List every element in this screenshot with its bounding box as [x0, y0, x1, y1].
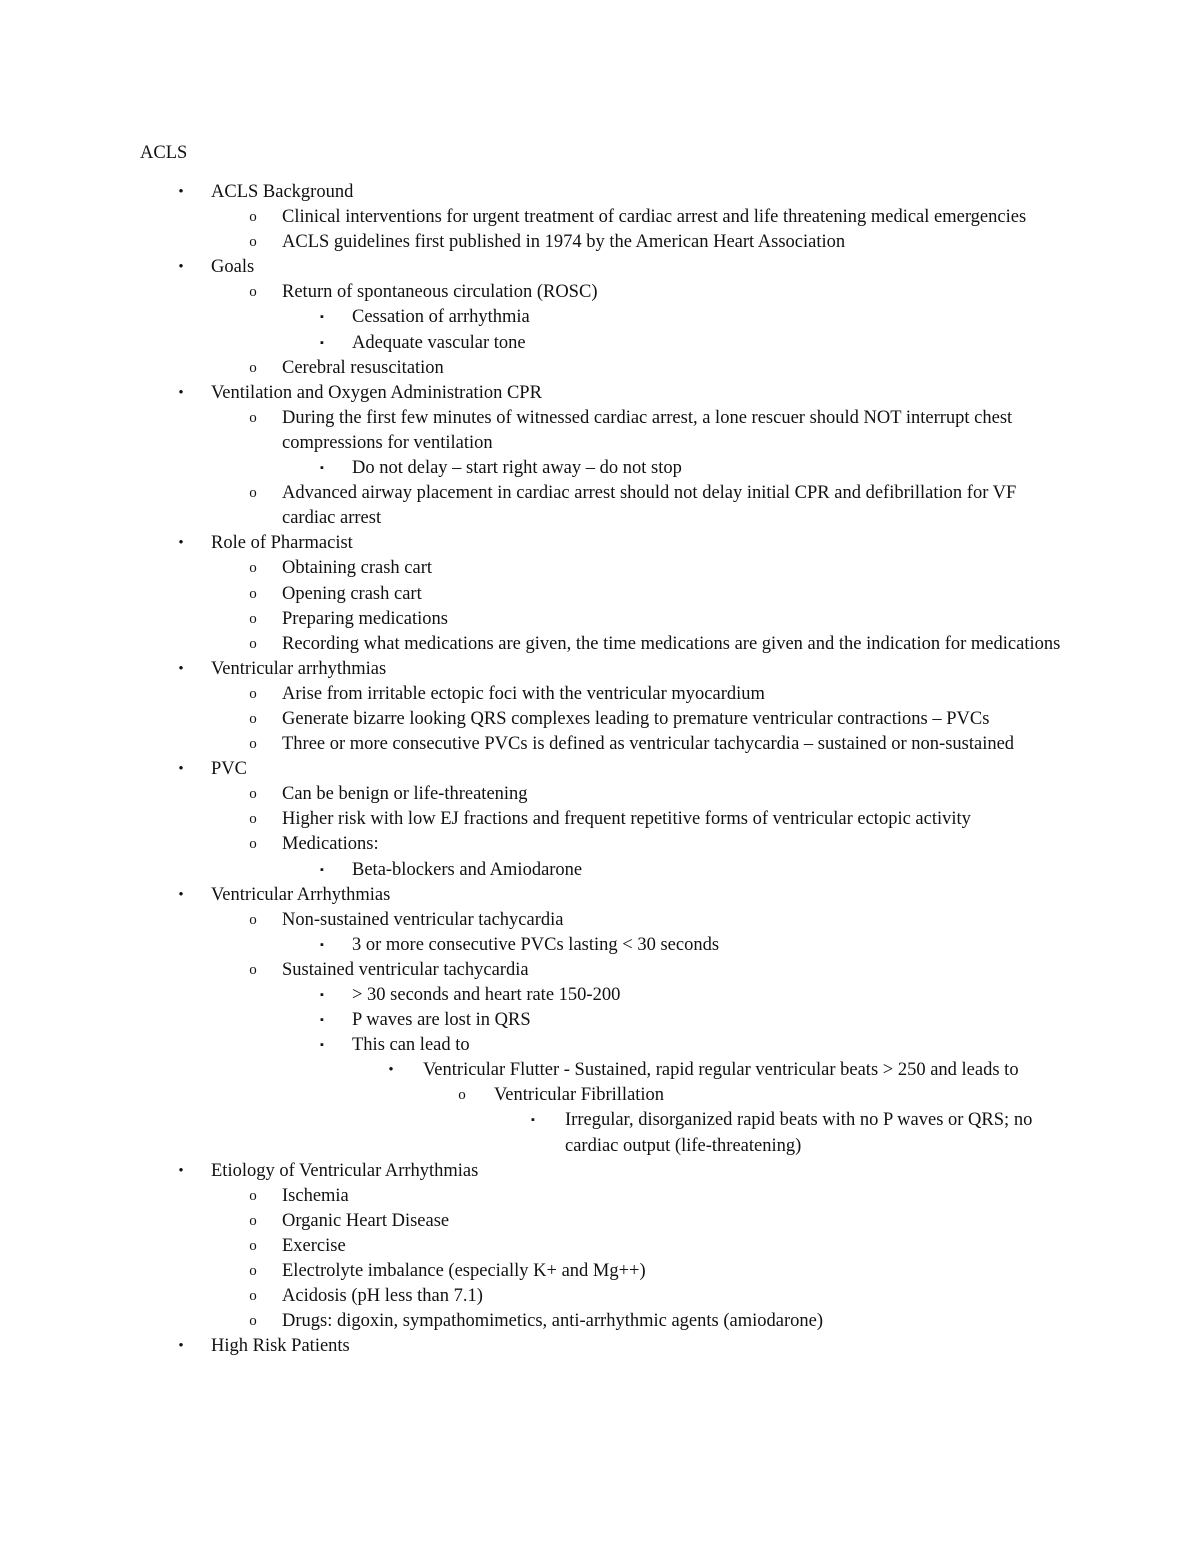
outline-item-level-4 [0, 1058, 1200, 1083]
bullet-marker: o [249, 1313, 257, 1330]
outline-item-text: Goals [211, 257, 255, 278]
outline-item-level-1 [0, 1159, 1200, 1184]
bullet-marker: o [249, 710, 257, 727]
outline-item-text: Opening crash cart [282, 583, 422, 604]
outline-item-level-2 [0, 908, 1200, 933]
outline-item-level-3 [0, 456, 1200, 481]
bullet-marker: o [249, 560, 257, 577]
outline-item-text: Acidosis (pH less than 7.1) [282, 1286, 483, 1307]
outline-item-text: > 30 seconds and heart rate 150-200 [352, 985, 621, 1005]
outline-item-level-6 [0, 1108, 1200, 1158]
outline-item-level-2 [0, 632, 1200, 657]
outline-item-level-2 [0, 1234, 1200, 1259]
bullet-marker: • [178, 384, 184, 401]
outline-item-level-3 [0, 1033, 1200, 1058]
outline-item-text: Irregular, disorganized rapid beats with no P waves or QRS; no cardiac output (life-threatening) [565, 1110, 1033, 1156]
outline-item-level-2 [0, 582, 1200, 607]
outline-item-level-2 [0, 280, 1200, 305]
outline-item-text: Non-sustained ventricular tachycardia [282, 909, 564, 930]
outline-item-text: Ventricular arrhythmias [211, 658, 387, 679]
bullet-marker: • [178, 660, 184, 677]
bullet-marker: o [458, 1087, 466, 1104]
outline-item-text: Ischemia [282, 1185, 349, 1206]
bullet-marker: ▪ [320, 311, 324, 324]
outline-item-level-1 [0, 180, 1200, 205]
outline-item-text: Ventilation and Oxygen Administration CPR [211, 382, 542, 403]
bullet-marker: o [249, 836, 257, 853]
bullet-marker: o [249, 635, 257, 652]
outline-item-level-2 [0, 1184, 1200, 1209]
bullet-marker: o [249, 786, 257, 803]
outline-item-text: Generate bizarre looking QRS complexes leading to premature ventricular contractions – PVCs [282, 708, 990, 729]
outline-item-level-2 [0, 732, 1200, 757]
outline-item-text: Cessation of arrhythmia [352, 307, 530, 328]
bullet-marker: • [178, 886, 184, 903]
outline-item-text: Three or more consecutive PVCs is defined as ventricular tachycardia – sustained or non-sustained [282, 734, 1015, 755]
outline-item-text: Recording what medications are given, the time medications are given and the indication for medications [282, 633, 1061, 654]
bullet-marker: ▪ [320, 863, 324, 876]
bullet-marker: o [249, 1288, 257, 1305]
outline-item-level-2 [0, 556, 1200, 581]
outline-item-level-1 [0, 531, 1200, 556]
outline-item-text: Arise from irritable ectopic foci with the ventricular myocardium [282, 683, 765, 704]
bullet-marker: o [249, 911, 257, 928]
bullet-marker: o [249, 610, 257, 627]
bullet-marker: o [249, 209, 257, 226]
outline-item-text: Can be benign or life-threatening [282, 784, 528, 805]
outline-item-level-1 [0, 381, 1200, 406]
outline-item-text: Role of Pharmacist [211, 533, 353, 554]
outline-item-text: Obtaining crash cart [282, 558, 432, 579]
bullet-marker: • [178, 535, 184, 552]
outline-item-text: Exercise [282, 1235, 346, 1256]
outline-item-level-2 [0, 1259, 1200, 1284]
outline-item-level-1 [0, 757, 1200, 782]
outline-item-level-2 [0, 707, 1200, 732]
outline-item-level-2 [0, 1309, 1200, 1334]
outline-item-level-3 [0, 331, 1200, 356]
outline-item-text: Higher risk with low EJ fractions and frequent repetitive forms of ventricular ectopic activity [282, 809, 971, 830]
bullet-marker: ▪ [320, 336, 324, 349]
outline-item-level-2 [0, 782, 1200, 807]
outline-item-text: During the first few minutes of witnessed cardiac arrest, a lone rescuer should NOT interrupt chest compressions for ventilation [282, 407, 1013, 453]
outline-item-level-1 [0, 657, 1200, 682]
bullet-marker: • [178, 259, 184, 276]
outline-item-level-2 [0, 205, 1200, 230]
bullet-outline [0, 180, 1200, 1359]
bullet-marker: • [178, 1338, 184, 1355]
bullet-marker: o [249, 485, 257, 502]
outline-item-level-2 [0, 1209, 1200, 1234]
outline-item-text: Clinical interventions for urgent treatment of cardiac arrest and life threatening medical emergencies [282, 207, 1027, 228]
outline-item-text: Organic Heart Disease [282, 1210, 450, 1231]
outline-item-level-5 [0, 1083, 1200, 1108]
outline-item-level-3 [0, 983, 1200, 1008]
outline-item-text: Return of spontaneous circulation (ROSC) [282, 282, 598, 303]
outline-item-text: ACLS Background [211, 182, 354, 202]
bullet-marker: ▪ [320, 1014, 324, 1027]
outline-item-level-1 [0, 255, 1200, 280]
outline-item-level-3 [0, 305, 1200, 330]
bullet-marker: ▪ [320, 1039, 324, 1052]
bullet-marker: o [249, 284, 257, 301]
bullet-marker: o [249, 234, 257, 251]
outline-item-level-2 [0, 230, 1200, 255]
bullet-marker: o [249, 585, 257, 602]
outline-item-level-2 [0, 481, 1200, 531]
bullet-marker: ▪ [531, 1114, 535, 1127]
outline-item-text: Electrolyte imbalance (especially K+ and Mg++) [282, 1261, 646, 1282]
bullet-marker: o [249, 409, 257, 426]
bullet-marker: o [249, 811, 257, 828]
bullet-marker: • [178, 184, 184, 200]
outline-item-text: Ventricular Fibrillation [494, 1085, 665, 1106]
outline-item-text: ACLS guidelines first published in 1974 by the American Heart Association [282, 232, 846, 253]
outline-item-text: 3 or more consecutive PVCs lasting < 30 seconds [352, 934, 720, 955]
bullet-marker: ▪ [320, 989, 324, 1001]
outline-item-level-2 [0, 807, 1200, 832]
outline-item-text: This can lead to [352, 1035, 470, 1056]
bullet-marker: • [178, 1162, 184, 1179]
outline-item-level-1 [0, 883, 1200, 908]
page-title: ACLS [140, 143, 188, 163]
outline-item-text: Sustained ventricular tachycardia [282, 959, 529, 980]
outline-item-level-2 [0, 832, 1200, 857]
outline-item-text: Ventricular Flutter - Sustained, rapid regular ventricular beats > 250 and leads to [423, 1060, 1019, 1081]
bullet-marker: o [249, 685, 257, 702]
outline-item-level-2 [0, 356, 1200, 381]
outline-item-text: Medications: [282, 834, 379, 855]
outline-item-level-3 [0, 933, 1200, 958]
outline-item-level-3 [0, 858, 1200, 883]
outline-item-text: High Risk Patients [211, 1336, 350, 1357]
outline-item-text: Drugs: digoxin, sympathomimetics, anti-arrhythmic agents (amiodarone) [282, 1311, 823, 1332]
outline-item-level-2 [0, 682, 1200, 707]
outline-item-text: Adequate vascular tone [352, 332, 526, 353]
bullet-marker: ▪ [320, 938, 324, 951]
outline-item-text: Cerebral resuscitation [282, 357, 444, 378]
outline-item-text: Do not delay – start right away – do not stop [352, 458, 682, 479]
bullet-marker: o [249, 359, 257, 376]
outline-item-text: Etiology of Ventricular Arrhythmias [211, 1160, 479, 1181]
outline-item-level-2 [0, 607, 1200, 632]
outline-item-text: Ventricular Arrhythmias [211, 884, 391, 905]
bullet-marker: o [249, 1212, 257, 1229]
bullet-marker: o [249, 1187, 257, 1204]
bullet-marker: o [249, 736, 257, 753]
outline-item-level-2 [0, 958, 1200, 983]
bullet-marker: • [178, 761, 184, 778]
bullet-marker: • [388, 1062, 394, 1079]
outline-item-level-2 [0, 406, 1200, 456]
outline-item-text: PVC [211, 759, 247, 780]
bullet-marker: o [249, 1237, 257, 1254]
outline-item-level-3 [0, 1008, 1200, 1033]
outline-item-text: P waves are lost in QRS [352, 1010, 531, 1031]
outline-item-text: Beta-blockers and Amiodarone [352, 859, 583, 880]
bullet-marker: ▪ [320, 462, 324, 475]
outline-item-level-2 [0, 1284, 1200, 1309]
outline-item-level-1 [0, 1334, 1200, 1359]
bullet-marker: o [249, 1263, 257, 1280]
bullet-marker: o [249, 961, 257, 978]
outline-item-text: Preparing medications [282, 608, 448, 629]
outline-item-text: Advanced airway placement in cardiac arrest should not delay initial CPR and defibrillation for VF cardiac arrest [282, 483, 1017, 529]
